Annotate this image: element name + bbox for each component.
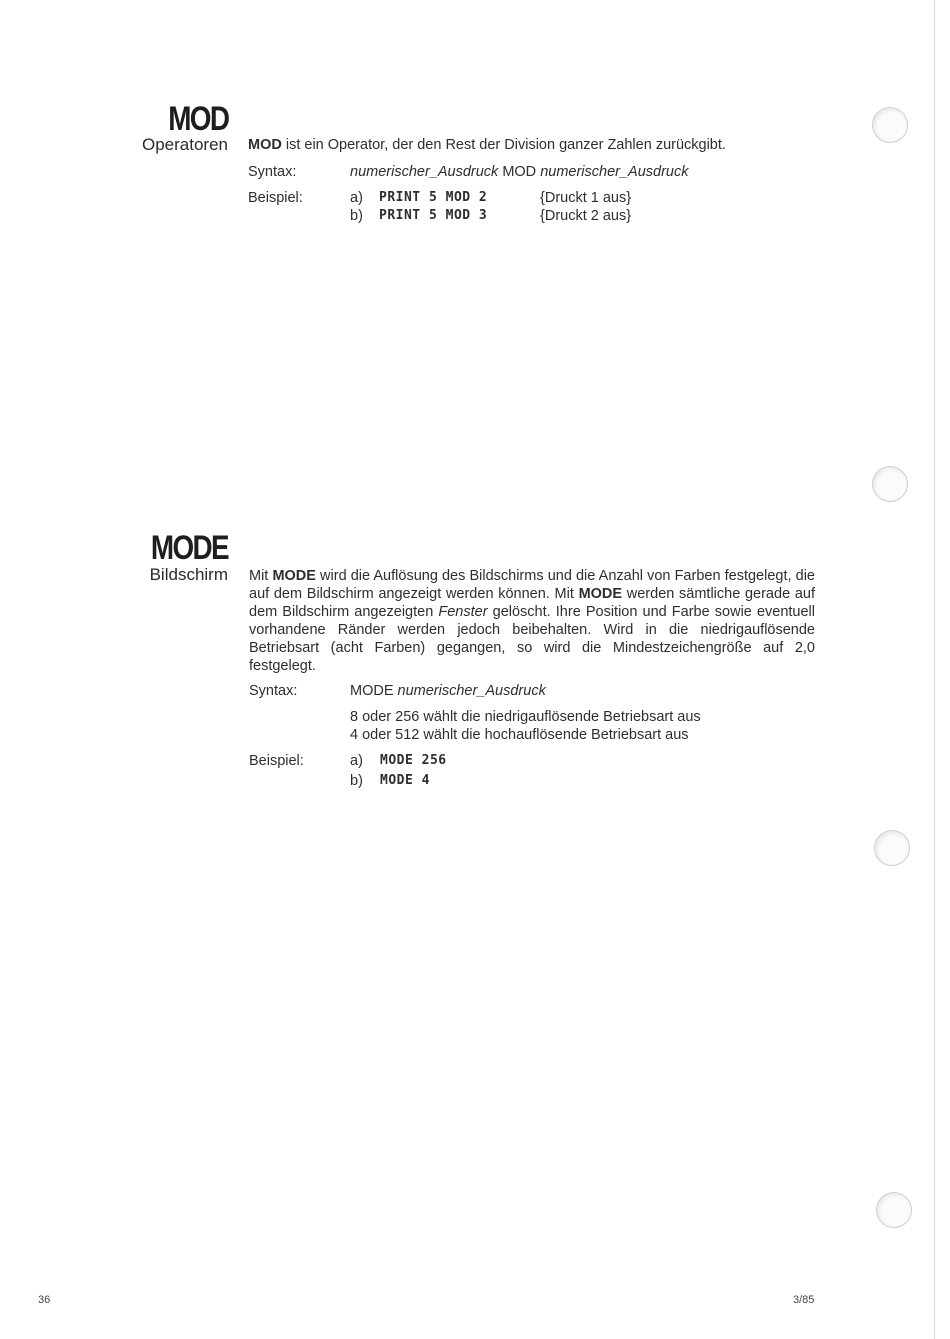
mod-syntax-label: Syntax: bbox=[248, 164, 297, 180]
mod-example-marker: b) bbox=[350, 208, 363, 224]
mode-example-code: MODE 4 bbox=[380, 773, 430, 788]
mode-description bbox=[249, 567, 815, 675]
mode-desc-keyword: MODE bbox=[272, 568, 316, 584]
mode-syntax-keyword: MODE bbox=[350, 683, 398, 699]
mod-title: MOD bbox=[167, 100, 228, 138]
page-number: 36 bbox=[38, 1294, 51, 1306]
mod-example-marker: a) bbox=[350, 190, 363, 206]
mode-example-code: MODE 256 bbox=[380, 753, 447, 768]
mod-example-label: Beispiel: bbox=[248, 190, 303, 206]
mode-example-marker: a) bbox=[350, 753, 363, 769]
mode-desc-text: wird die Auflösung des Bildschirms und die Anzahl von Farben festgelegt, die auf dem Bildschirm angezeigt werden können. Mit bbox=[249, 568, 815, 602]
mod-example-comment: {Druckt 2 aus} bbox=[540, 208, 632, 224]
mode-example-label: Beispiel: bbox=[249, 753, 304, 769]
punch-hole bbox=[872, 466, 908, 502]
mode-syntax-arg: numerischer_Ausdruck bbox=[397, 683, 546, 699]
mode-note: 4 oder 512 wählt die hochauflösende Betriebsart aus bbox=[350, 727, 689, 743]
mod-desc-keyword: MOD bbox=[248, 137, 282, 153]
page-date: 3/85 bbox=[793, 1294, 815, 1306]
mod-syntax-arg2: numerischer_Ausdruck bbox=[540, 164, 689, 180]
mod-syntax bbox=[350, 163, 790, 181]
mode-desc-italic: Fenster bbox=[438, 604, 488, 620]
mod-syntax-arg1: numerischer_Ausdruck bbox=[350, 164, 499, 180]
punch-hole bbox=[874, 830, 910, 866]
mod-example-code: PRINT 5 MOD 3 bbox=[379, 208, 488, 223]
mode-note: 8 oder 256 wählt die niedrigauflösende Betriebsart aus bbox=[350, 709, 701, 725]
mode-desc-text: werden sämtliche gerade auf dem Bildschirm angezeigten bbox=[249, 586, 815, 620]
mod-category: Operatoren bbox=[142, 135, 228, 154]
mode-syntax bbox=[350, 682, 790, 700]
punch-hole bbox=[876, 1192, 912, 1228]
mode-title: MODE bbox=[150, 529, 228, 567]
mode-desc-text: gelöscht. Ihre Position und Farbe sowie eventuell vorhandene Ränder werden jedoch beibehalten. Wird in die niedrigauflösende Betriebsart (acht Farben) gegangen, so wird die Mindestzeichengröße auf 2,0 festgelegt. bbox=[249, 604, 815, 674]
mode-category: Bildschirm bbox=[149, 565, 228, 584]
page-edge bbox=[934, 0, 935, 1339]
mod-desc-text: ist ein Operator, der den Rest der Division ganzer Zahlen zurückgibt. bbox=[281, 137, 726, 153]
punch-hole bbox=[872, 107, 908, 143]
mod-description bbox=[248, 136, 808, 154]
mode-syntax-label: Syntax: bbox=[249, 683, 298, 699]
mode-desc-text: Mit bbox=[249, 568, 273, 584]
mode-example-marker: b) bbox=[350, 773, 363, 789]
mod-syntax-operator: MOD bbox=[498, 164, 541, 180]
mode-desc-keyword: MODE bbox=[578, 586, 623, 602]
mod-example-code: PRINT 5 MOD 2 bbox=[379, 190, 488, 205]
mod-example-comment: {Druckt 1 aus} bbox=[540, 190, 632, 206]
